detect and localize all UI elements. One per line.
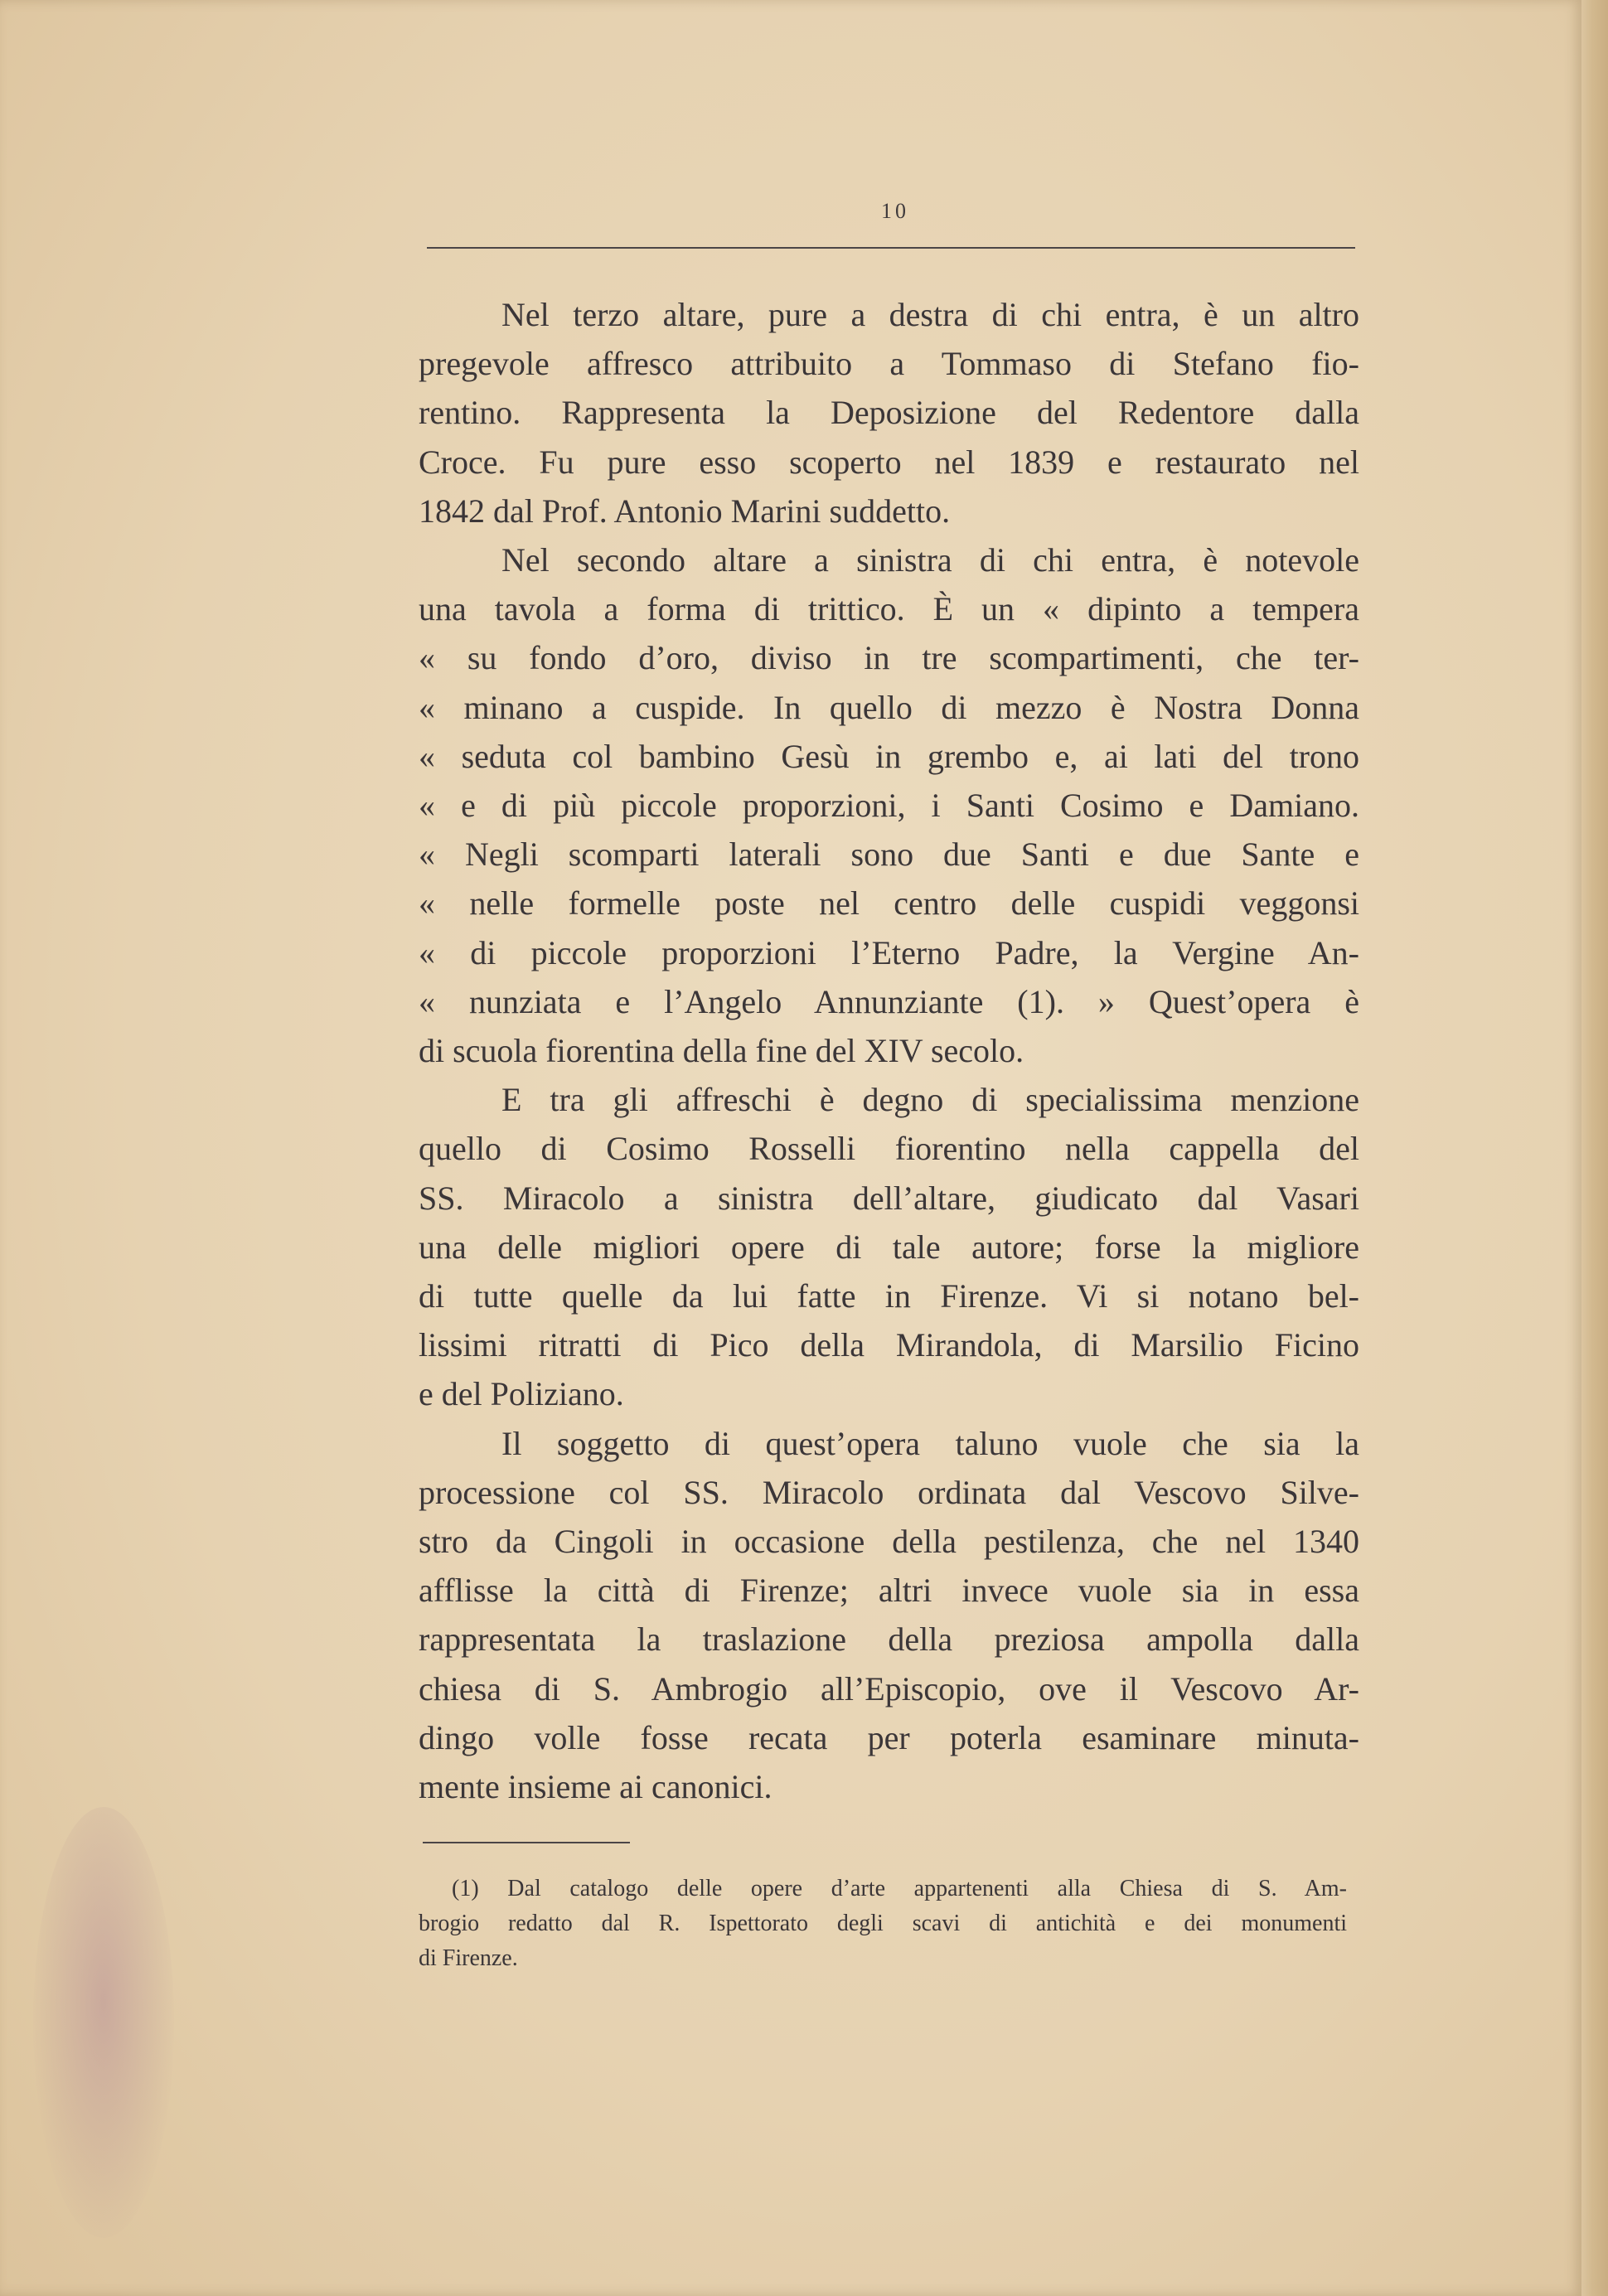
footnote-line: brogio redatto dal R. Ispettorato degli scavi di antichità e dei monumenti: [419, 1911, 1347, 1936]
text-line: e del Poliziano.: [419, 1375, 624, 1413]
text-line: « seduta col bambino Gesù in grembo e, ai lati del trono: [419, 737, 1359, 775]
text-line: Nel terzo altare, pure a destra di chi entra, è un altro: [501, 296, 1359, 333]
footnote-rule: [423, 1842, 630, 1843]
text-line: « Negli scomparti laterali sono due Santi e due Sante e: [419, 836, 1359, 874]
text-line: di scuola fiorentina della fine del XIV secolo.: [419, 1032, 1024, 1070]
text-line: « di piccole proporzioni l’Eterno Padre, la Vergine An-: [419, 933, 1359, 971]
text-line: afflisse la città di Firenze; altri invece vuole sia in essa: [419, 1572, 1359, 1610]
paragraph: [419, 290, 1359, 535]
text-line: « e di più piccole proporzioni, i Santi Cosimo e Damiano.: [419, 787, 1359, 825]
text-line: « nelle formelle poste nel centro delle cuspidi veggonsi: [419, 884, 1359, 923]
text-line: « nunziata e l’Angelo Annunziante (1). » Quest’opera è: [419, 982, 1359, 1020]
paragraph: [419, 1075, 1359, 1418]
text-line: « minano a cuspide. In quello di mezzo è Nostra Donna: [419, 688, 1359, 726]
text-line: Il soggetto di quest’opera taluno vuole che sia la: [501, 1424, 1359, 1462]
footnote-line: (1) Dal catalogo delle opere d’arte appartenenti alla Chiesa di S. Am-: [452, 1876, 1347, 1901]
text-line: una delle migliori opere di tale autore; forse la migliore: [419, 1228, 1359, 1266]
text-line: quello di Cosimo Rosselli fiorentino nella cappella del: [419, 1130, 1359, 1168]
text-line: mente insieme ai canonici.: [419, 1768, 773, 1806]
text-line: Nel secondo altare a sinistra di chi entra, è notevole: [501, 541, 1359, 579]
page-number: 10: [881, 199, 909, 223]
text-line: 1842 dal Prof. Antonio Marini suddetto.: [419, 492, 951, 530]
text-line: lissimi ritratti di Pico della Mirandola, di Marsilio Ficino: [419, 1326, 1359, 1364]
page-edge: [1581, 0, 1608, 2296]
text-line: stro da Cingoli in occasione della pestilenza, che nel 1340: [419, 1523, 1359, 1561]
text-line: dingo volle fosse recata per poterla esaminare minuta-: [419, 1718, 1359, 1756]
header-rule: [427, 247, 1355, 249]
paper-stain: [33, 1807, 174, 2238]
text-line: processione col SS. Miracolo ordinata dal Vescovo Silve-: [419, 1473, 1359, 1511]
paragraph: [419, 535, 1359, 1075]
text-line: chiesa di S. Ambrogio all’Episcopio, ove il Vescovo Ar-: [419, 1669, 1359, 1707]
text-line: rappresentata la traslazione della preziosa ampolla dalla: [419, 1620, 1359, 1659]
text-line: di tutte quelle da lui fatte in Firenze. Vi si notano bel-: [419, 1277, 1359, 1315]
body-text: [419, 290, 1359, 1811]
text-line: Croce. Fu pure esso scoperto nel 1839 e restaurato nel: [419, 443, 1359, 481]
text-line: pregevole affresco attribuito a Tommaso di Stefano fio-: [419, 345, 1359, 383]
text-line: rentino. Rappresenta la Deposizione del Redentore dalla: [419, 394, 1359, 432]
text-line: SS. Miracolo a sinistra dell’altare, giudicato dal Vasari: [419, 1179, 1359, 1217]
paragraph: [419, 1419, 1359, 1812]
text-line: una tavola a forma di trittico. È un « dipinto a tempera: [419, 590, 1359, 628]
text-line: E tra gli affreschi è degno di specialissima menzione: [501, 1081, 1359, 1119]
footnote-line: di Firenze.: [419, 1945, 518, 1971]
footnote: [419, 1872, 1347, 1976]
text-line: « su fondo d’oro, diviso in tre scompartimenti, che ter-: [419, 639, 1359, 677]
